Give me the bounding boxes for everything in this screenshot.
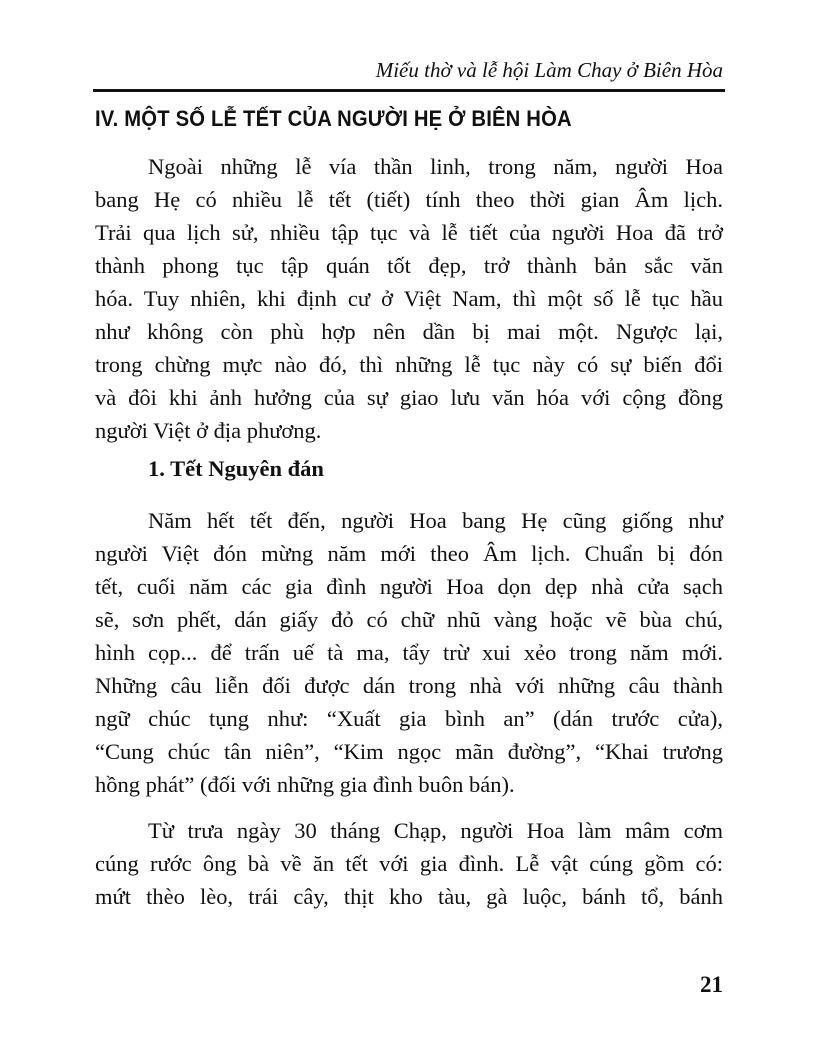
- paragraph-line: Ngoài những lễ vía thần linh, trong năm, người Hoa: [148, 154, 723, 179]
- paragraph-line: Những câu liễn đối được dán trong nhà với những câu thành: [95, 673, 723, 698]
- header-rule: [93, 89, 725, 92]
- paragraph-line: hình cọp... để trấn uế tà ma, tẩy trừ xui xẻo trong năm mới.: [95, 640, 723, 665]
- paragraph-line: người Việt đón mừng năm mới theo Âm lịch. Chuẩn bị đón: [95, 541, 723, 566]
- paragraph-line: hồng phát” (đối với những gia đình buôn bán).: [95, 772, 515, 797]
- paragraph-line: Từ trưa ngày 30 tháng Chạp, người Hoa làm mâm cơm: [148, 818, 723, 843]
- running-head: Miếu thờ và lễ hội Làm Chay ở Biên Hòa: [375, 58, 723, 82]
- paragraph-line: trong chừng mực nào đó, thì những lễ tục này có sự biến đổi: [95, 352, 723, 377]
- paragraph-line: người Việt ở địa phương.: [95, 418, 322, 443]
- paragraph-line: cúng rước ông bà về ăn tết với gia đình. Lễ vật cúng gồm có:: [95, 851, 723, 876]
- page-number: 21: [700, 972, 723, 997]
- paragraph-line: mứt thèo lèo, trái cây, thịt kho tàu, gà luộc, bánh tổ, bánh: [95, 884, 723, 909]
- paragraph-line: Năm hết tết đến, người Hoa bang Hẹ cũng giống như: [148, 508, 723, 533]
- paragraph-line: và đôi khi ảnh hưởng của sự giao lưu văn hóa với cộng đồng: [95, 385, 723, 410]
- paragraph-line: sẽ, sơn phết, dán giấy đỏ có chữ nhũ vàng hoặc vẽ bùa chú,: [95, 607, 723, 632]
- paragraph-line: bang Hẹ có nhiều lễ tết (tiết) tính theo thời gian Âm lịch.: [95, 187, 723, 212]
- paragraph-line: hóa. Tuy nhiên, khi định cư ở Việt Nam, thì một số lễ tục hầu: [95, 286, 723, 311]
- section-title: IV. MỘT SỐ LỄ TẾT CỦA NGƯỜI HẸ Ở BIÊN HÒA: [95, 106, 572, 131]
- paragraph-line: “Cung chúc tân niên”, “Kim ngọc mãn đường”, “Khai trương: [95, 739, 723, 764]
- paragraph-line: như không còn phù hợp nên dần bị mai một. Ngược lại,: [95, 319, 723, 344]
- paragraph-line: Trải qua lịch sử, nhiều tập tục và lễ tiết của người Hoa đã trở: [95, 220, 723, 245]
- subheading: 1. Tết Nguyên đán: [148, 456, 324, 481]
- paragraph-line: tết, cuối năm các gia đình người Hoa dọn dẹp nhà cửa sạch: [95, 574, 723, 599]
- paragraph-line: ngữ chúc tụng như: “Xuất gia bình an” (dán trước cửa),: [95, 706, 723, 731]
- paragraph-line: thành phong tục tập quán tốt đẹp, trở thành bản sắc văn: [95, 253, 723, 278]
